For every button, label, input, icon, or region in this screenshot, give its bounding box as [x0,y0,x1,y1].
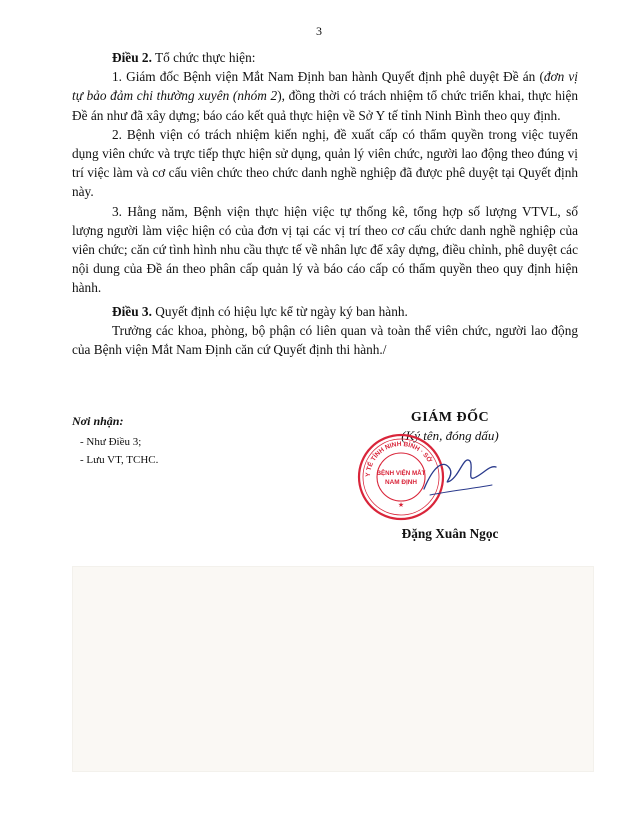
page-number: 3 [316,24,322,38]
article-2-paragraph-2: 2. Bệnh viện có trách nhiệm kiến nghị, đề xuất cấp có thẩm quyền trong việc tuyển dụng viên chức và trực tiếp thực hiện sử dụng, quản lý viên chức, người lao động theo đúng vị trí việc làm và cơ cấu viên chức theo chức danh nghề nghiệp đã được phê duyệt tại Quyết định này. [72,126,578,200]
article-2-p1-start: 1. Giám đốc Bệnh viện Mắt Nam Định ban hành Quyết định phê duyệt Đề án ( [112,69,544,85]
article-2-title: Tổ chức thực hiện: [151,50,256,65]
recipient-item: - Như Điều 3; [80,436,142,448]
article-3-text: Quyết định có hiệu lực kể từ ngày ký ban hành. [151,303,408,319]
seal-ring-text: Y TẾ TỈNH NINH BÌNH · SỞ [364,440,433,478]
recipients-block [72,412,272,469]
recipients-heading: Nơi nhận: [72,414,124,428]
handwritten-signature-icon [420,445,500,505]
seal-center-line-1: BỆNH VIỆN MẮT [376,470,426,477]
recipient-item: - Lưu VT, TCHC. [80,454,159,466]
article-3-paragraph-2: Trưởng các khoa, phòng, bộ phận có liên quan và toàn thể viên chức, người lao động của Bệnh viện Mắt Nam Định căn cứ Quyết định thi hành./ [72,322,578,358]
article-2-paragraph-3: 3. Hằng năm, Bệnh viện thực hiện việc tự thống kê, tổng hợp số lượng VTVL, số lượng người làm việc hiện có của đơn vị tại các vị trí theo cơ cấu chức danh nghề nghiệp của viên chức; căn cứ tình hình nhu cầu thực tế về nhân lực để xây dựng, điều chỉnh, phê duyệt các nội dung của Đề án theo phân cấp quản lý và báo cáo cấp có thẩm quyền theo quy định hiện hành. [72,203,578,296]
seal-star-icon: ★ [397,501,405,509]
signer-name: Đặng Xuân Ngọc [401,526,499,541]
article-2-p1-end: ), đồng thời có trách nhiệm tổ chức triển khai, thực hiện Đề án như đã xây dựng; báo cáo kết quả thực hiện về Sở Y tế tỉnh Ninh Bình theo quy định. [72,88,579,123]
article-2-paragraph-1 [72,67,578,125]
signer-title: GIÁM ĐỐC [410,410,490,425]
article-2-heading [72,48,578,67]
blank-area [72,566,594,772]
seal-center-line-2: NAM ĐỊNH [385,479,417,486]
article-3-label: Điều 3. [112,303,152,319]
signature-hint: (Ký tên, đóng dấu) [401,428,499,443]
article-3-heading [72,302,578,321]
document-body [72,48,578,359]
article-2-label: Điều 2. [112,50,152,65]
article-2-p1-italic: đơn vị tự bảo đảm chi thường xuyên (nhóm 2 [72,69,578,104]
